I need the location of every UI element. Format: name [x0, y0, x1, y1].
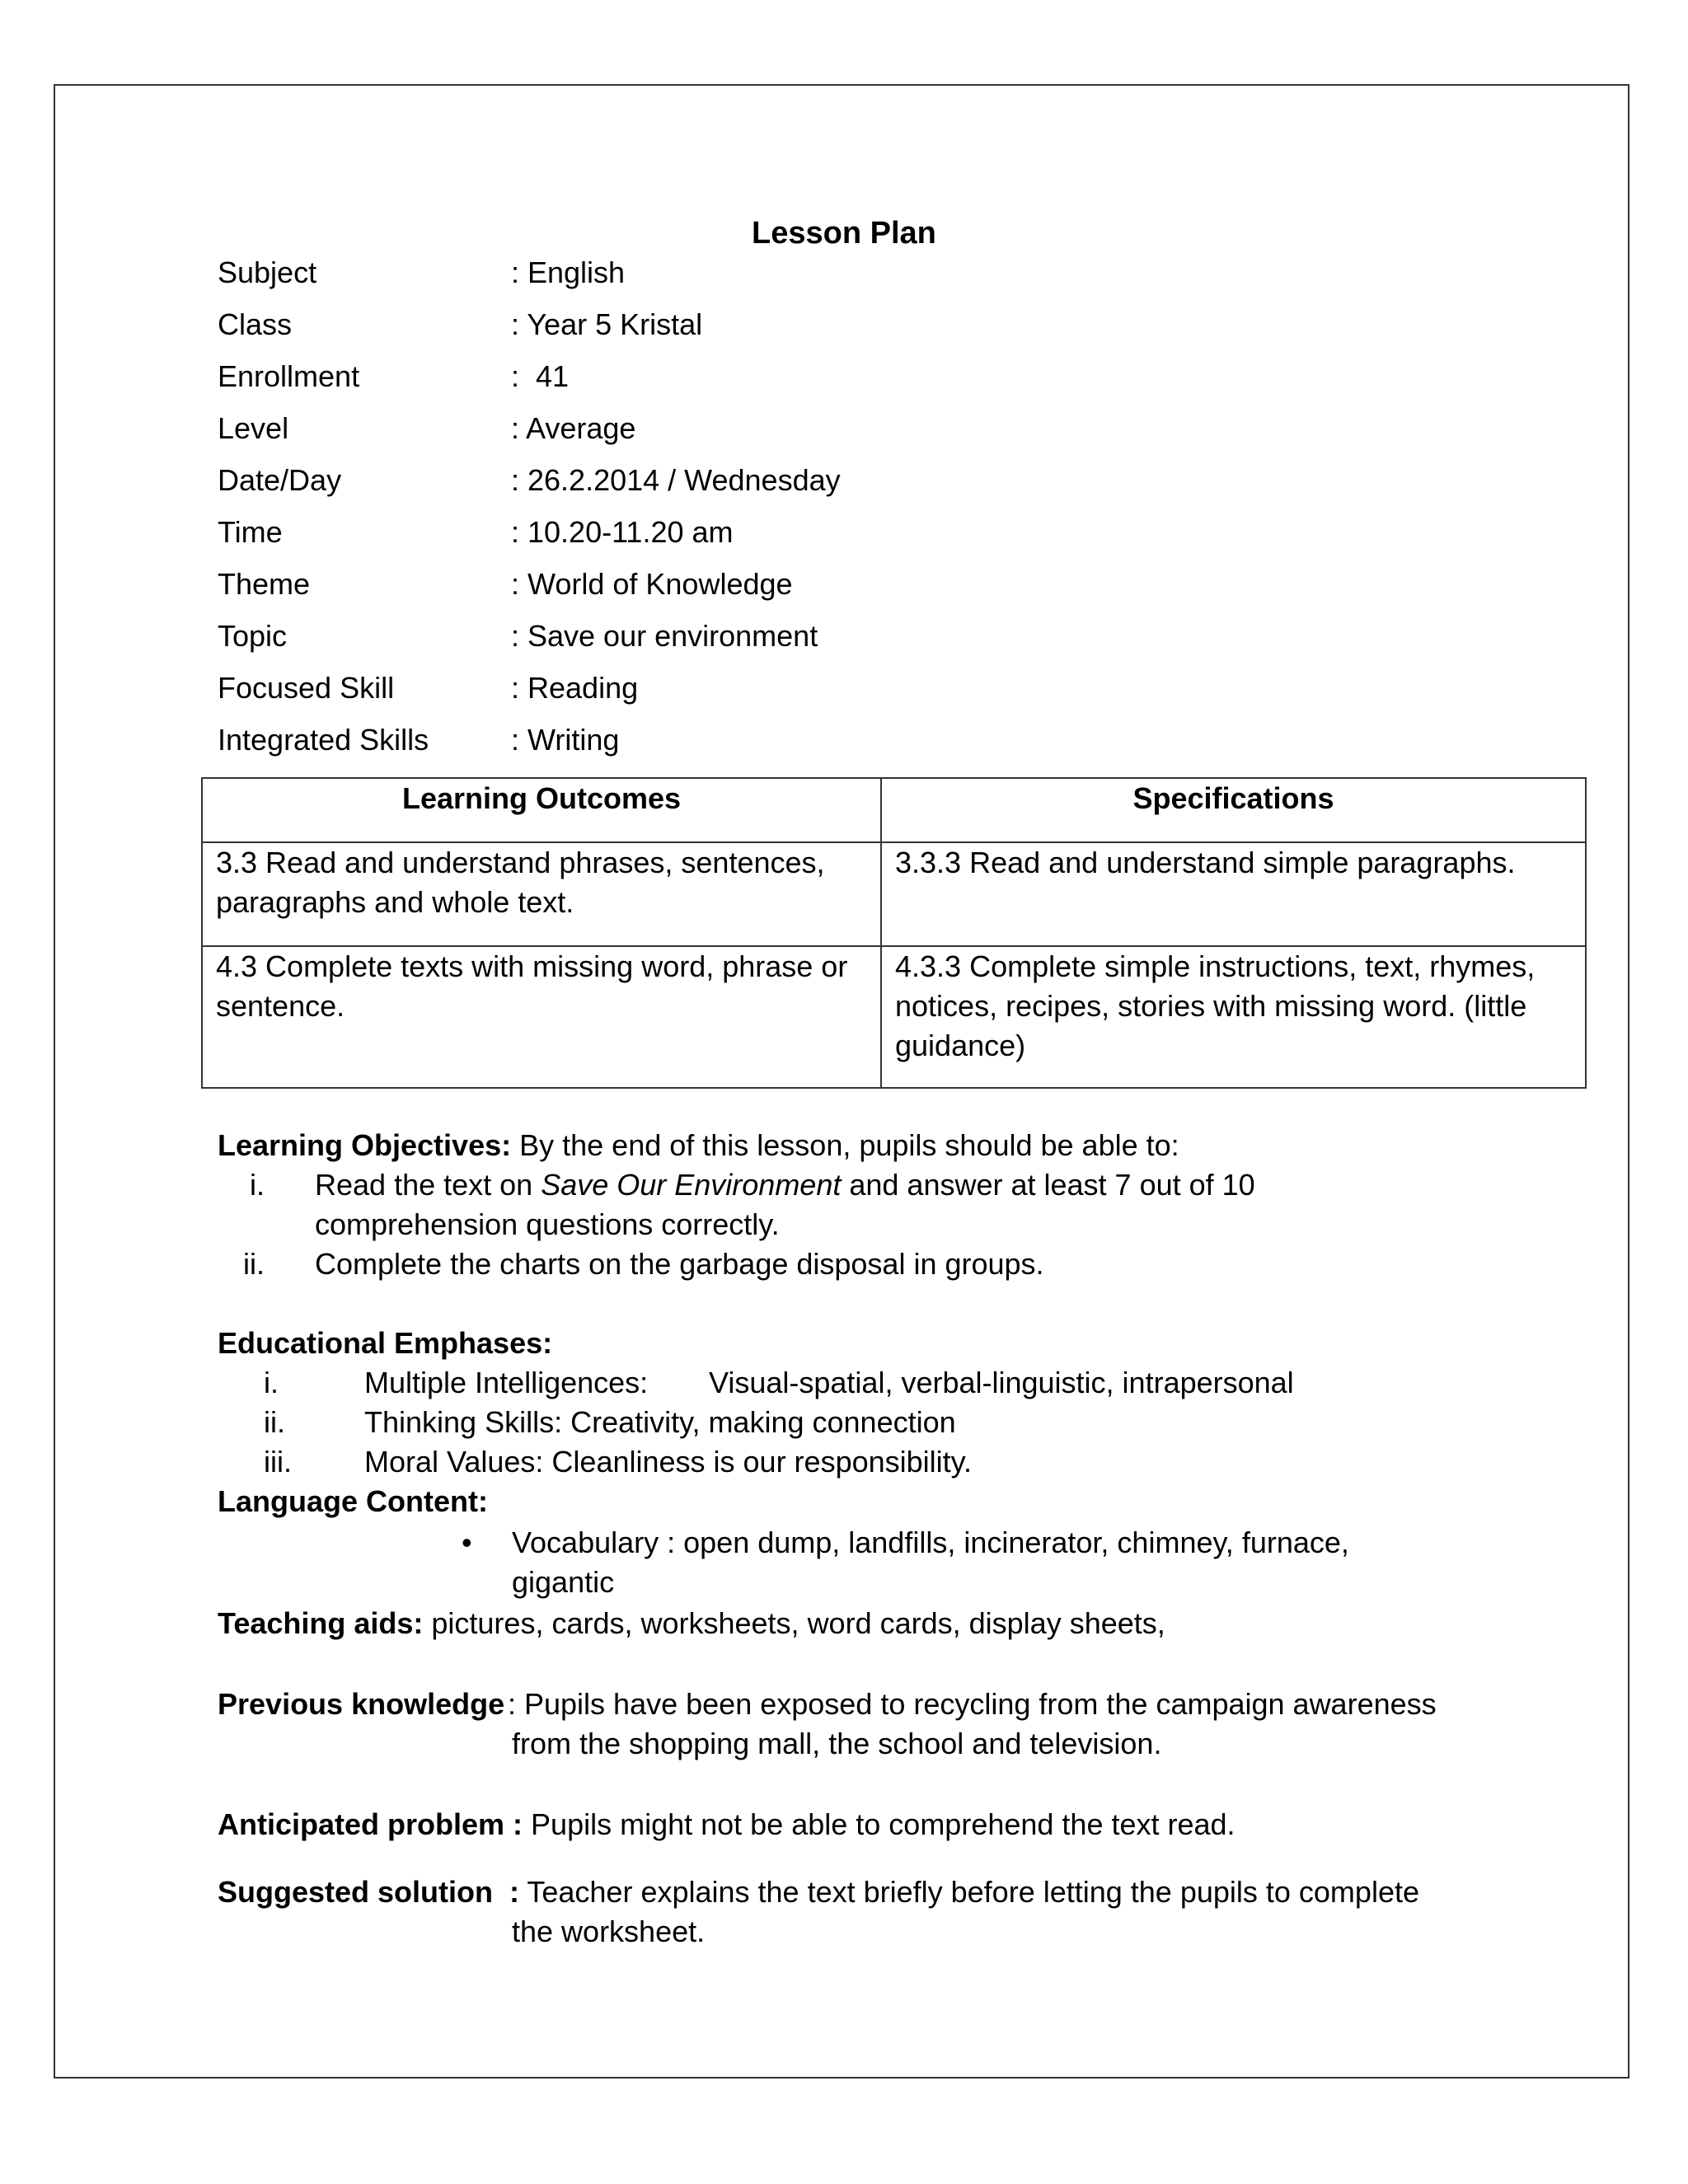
table-row [202, 946, 1586, 1088]
objective-text: and answer at least 7 out of 10 [841, 1168, 1255, 1202]
info-value: : 41 [511, 359, 570, 393]
emphasis-item: Moral Values: Cleanliness is our responsibility. [364, 1445, 972, 1479]
suggested-solution-label: Suggested solution [218, 1875, 494, 1909]
objective-item [315, 1165, 1255, 1205]
info-label: Focused Skill [218, 671, 395, 705]
learning-objectives-intro: By the end of this lesson, pupils should be able to: [511, 1128, 1179, 1162]
previous-knowledge-value: : Pupils have been exposed to recycling from the campaign awareness [508, 1687, 1437, 1721]
info-label: Theme [218, 567, 311, 601]
page-title: Lesson Plan [752, 216, 936, 251]
info-label: Time [218, 515, 283, 549]
table-cell: 4.3 Complete texts with missing word, phrase or sentence. [202, 946, 881, 1088]
info-label: Class [218, 307, 293, 341]
table-header-row [202, 778, 1586, 842]
previous-knowledge-continued: from the shopping mall, the school and television. [512, 1727, 1162, 1760]
objective-number: i. [250, 1168, 265, 1202]
teaching-aids-label: Teaching aids: [218, 1606, 424, 1640]
objective-item-continued: comprehension questions correctly. [315, 1207, 780, 1241]
table-cell: 4.3.3 Complete simple instructions, text, rhymes, notices, recipes, stories with missing word. (little guidance) [881, 946, 1586, 1088]
info-value: : Save our environment [511, 619, 818, 653]
vocabulary-line: Vocabulary : open dump, landfills, incinerator, chimney, furnace, [512, 1526, 1349, 1559]
emphasis-number: ii. [264, 1405, 285, 1439]
learning-objectives-line [218, 1126, 1179, 1165]
table-header: Specifications [881, 778, 1586, 842]
info-value: : English [511, 255, 626, 289]
teaching-aids-value: pictures, cards, worksheets, word cards, display sheets, [423, 1606, 1165, 1640]
suggested-solution-colon: : [493, 1875, 520, 1909]
info-value: : Year 5 Kristal [511, 307, 703, 341]
emphasis-value: Visual-spatial, verbal-linguistic, intrapersonal [709, 1366, 1294, 1399]
teaching-aids-line [218, 1604, 1165, 1643]
emphasis-item: Thinking Skills: Creativity, making connection [364, 1405, 956, 1439]
info-value: : World of Knowledge [511, 567, 793, 601]
anticipated-problem-value: Pupils might not be able to comprehend the text read. [523, 1807, 1236, 1841]
previous-knowledge-label: Previous knowledge [218, 1687, 505, 1721]
info-label: Topic [218, 619, 288, 653]
bullet-icon: • [462, 1526, 472, 1559]
emphasis-number: i. [264, 1366, 279, 1399]
table-header: Learning Outcomes [202, 778, 881, 842]
info-label: Date/Day [218, 463, 342, 497]
anticipated-problem-label: Anticipated problem [218, 1807, 505, 1841]
info-value: : Reading [511, 671, 639, 705]
suggested-solution-value: Teacher explains the text briefly before letting the pupils to complete [519, 1875, 1419, 1909]
suggested-solution-continued: the worksheet. [512, 1915, 706, 1948]
table-cell: 3.3.3 Read and understand simple paragraphs. [881, 842, 1586, 946]
objective-number: ii. [243, 1247, 265, 1281]
info-label: Level [218, 411, 289, 445]
learning-outcomes-table [201, 777, 1587, 1089]
info-label: Enrollment [218, 359, 360, 393]
anticipated-problem-line [218, 1805, 1236, 1844]
suggested-solution-line [218, 1872, 1419, 1912]
emphasis-label: Multiple Intelligences: [364, 1366, 649, 1399]
info-label: Integrated Skills [218, 723, 429, 757]
learning-objectives-heading: Learning Objectives: [218, 1128, 512, 1162]
objective-text: Read the text on [315, 1168, 542, 1202]
info-value: : 26.2.2014 / Wednesday [511, 463, 841, 497]
objective-item: Complete the charts on the garbage disposal in groups. [315, 1247, 1044, 1281]
info-value: : Writing [511, 723, 620, 757]
emphasis-number: iii. [264, 1445, 292, 1479]
info-value: : Average [511, 411, 636, 445]
vocabulary-line-continued: gigantic [512, 1565, 615, 1599]
objective-italic-title: Save Our Environment [541, 1168, 842, 1202]
anticipated-problem-colon: : [504, 1807, 523, 1841]
info-value: : 10.20-11.20 am [511, 515, 734, 549]
educational-emphases-heading: Educational Emphases: [218, 1326, 553, 1360]
language-content-heading: Language Content: [218, 1484, 488, 1518]
table-row [202, 842, 1586, 946]
info-label: Subject [218, 255, 317, 289]
table-cell: 3.3 Read and understand phrases, sentences, paragraphs and whole text. [202, 842, 881, 946]
